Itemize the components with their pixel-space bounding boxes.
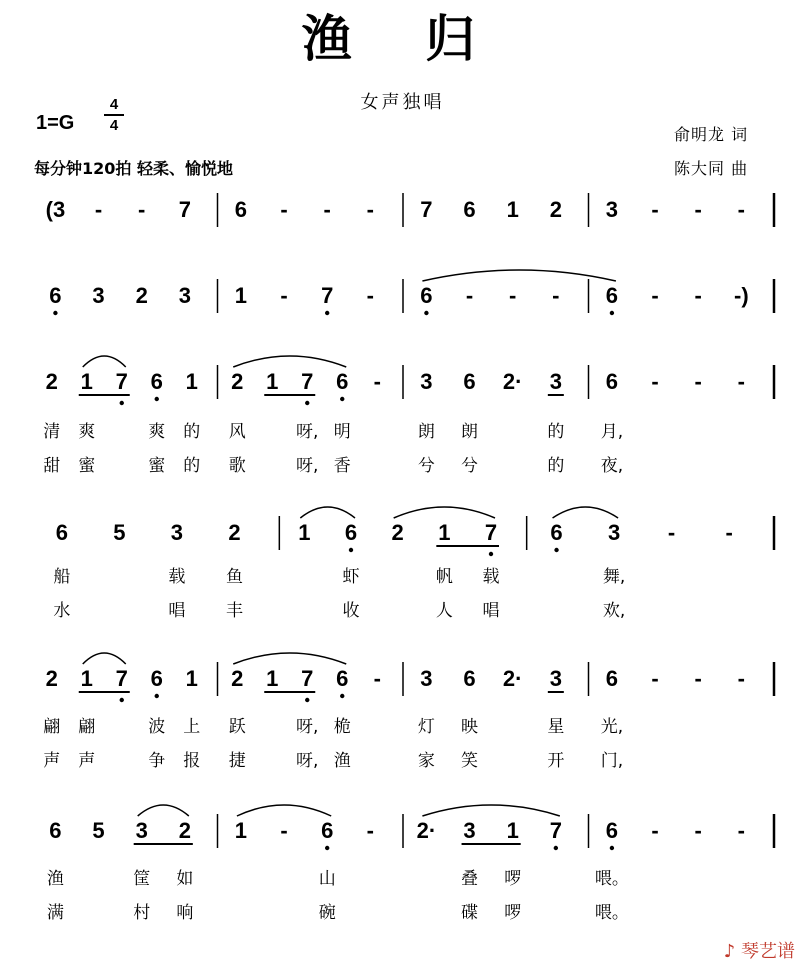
lyric-syllable: 呀,: [296, 717, 319, 737]
lyric-syllable: 甜: [43, 456, 61, 476]
hold-dash: -: [667, 520, 676, 545]
octave-dot: [155, 397, 159, 401]
note: 6: [150, 666, 163, 691]
note: 1: [266, 369, 279, 394]
lyric-syllable: 渔: [333, 751, 351, 771]
lyric-syllable: 的: [183, 456, 201, 476]
note: 5: [92, 818, 105, 843]
octave-dot: [120, 401, 124, 405]
note: 3: [92, 283, 105, 308]
watermark-icon: ♪: [723, 941, 736, 962]
lyric-syllable: 舞,: [602, 567, 626, 587]
octave-dot: [489, 552, 493, 556]
lyric-syllable: 星: [547, 717, 565, 737]
hold-dash: -: [694, 666, 702, 691]
lyric-syllable: 如: [176, 869, 194, 889]
lyric-syllable: 笑: [461, 751, 479, 771]
lyric-syllable: 村: [133, 903, 151, 923]
lyric-syllable: 渔: [46, 869, 64, 889]
note: 6: [55, 520, 69, 545]
slur: [422, 270, 616, 281]
lyric-syllable: 捷: [228, 751, 246, 771]
note: 2: [391, 520, 404, 545]
octave-dot: [554, 846, 558, 850]
lyric-syllable: 夜,: [600, 456, 624, 476]
note: 1: [506, 818, 519, 843]
lyric-syllable: 鱼: [225, 567, 243, 587]
hold-dash: -: [366, 283, 374, 308]
lyric-syllable: 唱: [168, 601, 186, 621]
octave-dot: [349, 548, 353, 552]
octave-dot: [53, 311, 57, 315]
lyric-syllable: 欢,: [602, 601, 626, 621]
octave-dot: [610, 846, 614, 850]
note: 1: [185, 666, 198, 691]
lyric-syllable: 门,: [600, 751, 624, 771]
note: 1: [80, 666, 93, 691]
tempo-marking: 每分钟120拍 轻柔、愉悦地: [34, 159, 233, 178]
note: 2: [228, 520, 241, 545]
hold-dash: -: [509, 283, 517, 308]
slur: [553, 507, 619, 518]
octave-dot: [610, 311, 614, 315]
note: 7: [549, 818, 562, 843]
lyric-syllable: 啰: [504, 903, 522, 923]
note: 6: [463, 197, 476, 222]
note: 6: [344, 520, 358, 545]
composer-credit: 陈大同 曲: [674, 159, 749, 178]
lyric-syllable: 朗: [461, 422, 479, 442]
note: 6: [463, 666, 476, 691]
lyric-syllable: 呀,: [296, 751, 319, 771]
hold-dash: -: [323, 197, 331, 222]
lyric-syllable: 声: [43, 751, 61, 771]
lyric-syllable: 筐: [133, 869, 151, 889]
lyric-syllable: 桅: [333, 717, 351, 737]
lyric-syllable: 翩: [43, 717, 61, 737]
hold-dash: -: [725, 520, 733, 545]
slur: [83, 356, 126, 367]
lyric-syllable: 灯: [417, 717, 435, 737]
lyric-syllable: 的: [547, 422, 565, 442]
note: 1: [80, 369, 93, 394]
lyric-syllable: 丰: [225, 601, 243, 621]
lyric-syllable: 呀,: [296, 422, 319, 442]
note: 6: [321, 818, 334, 843]
hold-dash: -: [94, 197, 103, 222]
lyric-syllable: 响: [176, 903, 194, 923]
note: 6: [463, 369, 476, 394]
lyric-syllable: 呀,: [296, 456, 319, 476]
octave-dot: [305, 401, 309, 405]
octave-dot: [305, 698, 309, 702]
lyric-syllable: 碟: [461, 903, 479, 923]
lyric-syllable: 收: [342, 601, 360, 621]
lyric-syllable: 爽: [78, 422, 96, 442]
lyric-syllable: 啰: [504, 869, 522, 889]
watermark-logo: [724, 937, 795, 963]
note: 2: [231, 369, 244, 394]
octave-dot: [340, 397, 344, 401]
hold-dash: -: [737, 369, 745, 394]
note: 3: [178, 283, 191, 308]
hold-dash: -: [280, 283, 288, 308]
lyric-syllable: 山: [318, 869, 336, 889]
hold-dash: -: [651, 818, 659, 843]
note: 7: [420, 197, 433, 222]
lyric-syllable: 声: [78, 751, 96, 771]
note: 7: [115, 666, 128, 691]
lyric-syllable: 争: [148, 751, 166, 771]
lyric-syllable: 兮: [417, 456, 435, 476]
lyric-syllable: 波: [148, 717, 166, 737]
song-subtitle: 女声独唱: [360, 92, 445, 113]
hold-dash: -: [694, 197, 702, 222]
hold-dash: -: [651, 283, 659, 308]
note: 6: [234, 197, 248, 222]
lyric-syllable: 兮: [461, 456, 479, 476]
note: 2: [135, 283, 148, 308]
lyric-syllable: 喂。: [594, 869, 629, 889]
note: 7: [178, 197, 191, 222]
octave-dot: [424, 311, 428, 315]
note: 7: [321, 283, 334, 308]
lyric-syllable: 月,: [600, 422, 624, 442]
lyric-syllable: 映: [461, 717, 479, 737]
note: 2: [45, 369, 58, 394]
lyric-syllable: 家: [417, 751, 435, 771]
slur: [83, 653, 126, 664]
note: 3: [420, 666, 433, 691]
lyric-syllable: 载: [482, 567, 500, 587]
note: 7: [301, 666, 314, 691]
lyric-syllable: 水: [53, 601, 71, 621]
lyric-syllable: 上: [183, 717, 201, 737]
slur: [300, 507, 355, 518]
lyric-syllable: 人: [435, 601, 453, 621]
lyric-syllable: 报: [183, 751, 201, 771]
note: 6: [605, 666, 619, 691]
note: 1: [506, 197, 519, 222]
hold-dash: -: [280, 197, 288, 222]
note: 7: [115, 369, 128, 394]
lyric-syllable: 蜜: [148, 456, 166, 476]
lyric-syllable: 满: [46, 903, 64, 923]
lyric-syllable: 歌: [228, 456, 246, 476]
note: 2: [549, 197, 562, 222]
lyric-syllable: 光,: [600, 717, 624, 737]
lyric-syllable: 船: [53, 567, 71, 587]
hold-dash: -: [280, 818, 288, 843]
lyricist-credit: 俞明龙 词: [674, 125, 749, 144]
note: 6: [605, 369, 619, 394]
note: 3: [463, 818, 476, 843]
note: (3: [45, 197, 66, 222]
hold-dash: -: [373, 666, 381, 691]
hold-dash: -: [651, 666, 659, 691]
hold-dash: -: [366, 818, 374, 843]
lyric-syllable: 跃: [228, 717, 246, 737]
note: 1: [438, 520, 451, 545]
lyric-syllable: 叠: [461, 869, 479, 889]
note: 3: [549, 666, 562, 691]
note: 1: [185, 369, 198, 394]
note: 3: [135, 818, 148, 843]
note: 6: [550, 520, 563, 545]
lyric-syllable: 朗: [417, 422, 435, 442]
note: 7: [301, 369, 314, 394]
hold-dash: -: [552, 283, 560, 308]
time-signature-bottom: 4: [109, 117, 119, 134]
note: 2·: [502, 369, 523, 394]
lyric-syllable: 明: [333, 422, 351, 442]
lyric-syllable: 翩: [78, 717, 96, 737]
note: 2: [45, 666, 58, 691]
slur: [237, 805, 331, 816]
hold-dash: -): [734, 283, 749, 308]
hold-dash: -: [694, 818, 702, 843]
hold-dash: -: [465, 283, 474, 308]
hold-dash: -: [694, 283, 702, 308]
note: 6: [336, 369, 349, 394]
note: 2·: [416, 818, 437, 843]
note: 7: [484, 520, 498, 545]
lyric-syllable: 唱: [482, 601, 500, 621]
note: 1: [266, 666, 279, 691]
octave-dot: [155, 694, 159, 698]
note: 1: [234, 818, 248, 843]
hold-dash: -: [694, 369, 702, 394]
song-title: 渔 归: [301, 10, 504, 68]
hold-dash: -: [737, 818, 745, 843]
octave-dot: [120, 698, 124, 702]
hold-dash: -: [373, 369, 381, 394]
note: 6: [605, 818, 619, 843]
lyric-syllable: 爽: [148, 422, 166, 442]
note: 3: [549, 369, 562, 394]
hold-dash: -: [737, 666, 745, 691]
note: 6: [49, 283, 62, 308]
note: 6: [150, 369, 163, 394]
note: 3: [607, 520, 621, 545]
note: 3: [420, 369, 433, 394]
lyric-syllable: 帆: [435, 567, 453, 587]
lyric-syllable: 风: [228, 422, 246, 442]
slur: [233, 653, 346, 664]
lyric-syllable: 开: [547, 751, 565, 771]
note: 2: [231, 666, 244, 691]
slur: [138, 805, 189, 816]
hold-dash: -: [366, 197, 374, 222]
note: 2·: [502, 666, 523, 691]
lyric-syllable: 清: [43, 422, 61, 442]
lyric-syllable: 的: [183, 422, 201, 442]
lyric-syllable: 虾: [342, 567, 360, 587]
lyric-syllable: 蜜: [78, 456, 96, 476]
lyric-syllable: 喂。: [594, 903, 629, 923]
note: 2: [178, 818, 191, 843]
note: 1: [234, 283, 248, 308]
slur: [422, 805, 559, 816]
note: 1: [298, 520, 311, 545]
lyric-syllable: 载: [168, 567, 186, 587]
slur: [394, 507, 495, 518]
hold-dash: -: [737, 197, 745, 222]
slur: [233, 356, 346, 367]
hold-dash: -: [138, 197, 146, 222]
watermark-text: 琴艺谱: [741, 941, 795, 962]
octave-dot: [340, 694, 344, 698]
octave-dot: [554, 548, 558, 552]
lyric-syllable: 碗: [318, 903, 336, 923]
time-signature-top: 4: [109, 96, 119, 113]
octave-dot: [325, 311, 329, 315]
lyric-syllable: 香: [333, 456, 351, 476]
note: 3: [170, 520, 184, 545]
note: 6: [336, 666, 349, 691]
key-signature: 1=G: [36, 112, 75, 134]
note: 3: [605, 197, 619, 222]
lyric-syllable: 的: [547, 456, 565, 476]
note: 6: [605, 283, 619, 308]
hold-dash: -: [651, 369, 659, 394]
note: 6: [420, 283, 433, 308]
octave-dot: [325, 846, 329, 850]
hold-dash: -: [651, 197, 659, 222]
note: 5: [113, 520, 126, 545]
note: 6: [49, 818, 62, 843]
